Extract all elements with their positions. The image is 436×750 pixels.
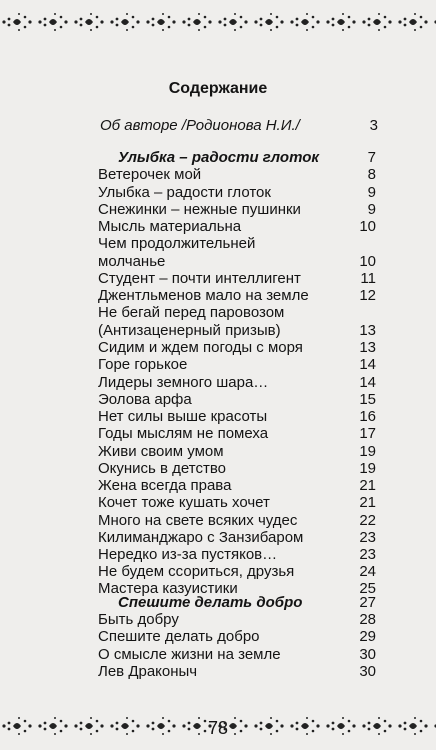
toc-entry-row [98,270,376,288]
toc-entry-title: Годы мыслям не помеха [98,425,269,442]
toc-entry-page: 9 [367,201,376,218]
toc-entry-title: Кочет тоже кушать хочет [98,494,270,511]
toc-entry-title: Об авторе /Родионова Н.И./ [100,117,300,134]
toc-entry-title: Ветерочек мой [98,166,202,183]
toc-entry-page: 23 [359,529,376,546]
toc-entry-title: Снежинки – нежные пушинки [98,201,301,218]
toc-entry-page: 13 [359,339,376,356]
toc-entry-title: Улыбка – радости глоток [98,184,271,201]
toc-entry-row [98,235,376,253]
toc-entry-title: Сидим и ждем погоды с моря [98,339,303,356]
toc-entry-title: Нет силы выше красоты [98,408,268,425]
toc-entry-page: 19 [359,460,376,477]
toc-entry-row [98,374,376,392]
toc-entry-title: Лидеры земного шара… [98,374,269,391]
toc-entry-page: 19 [359,443,376,460]
top-ornament-border [0,8,436,34]
toc-entry-page: 10 [359,218,376,235]
toc-entry-title: Джентльменов мало на земле [98,287,309,304]
toc-entry-row [98,408,376,426]
toc-entry-page: 30 [359,663,376,680]
toc-entry-title: Нередко из-за пустяков… [98,546,278,563]
toc-entry-page: 9 [367,184,376,201]
toc-heading: Содержание [168,80,268,97]
toc-entry-row [98,628,376,646]
toc-entry-page: 7 [367,149,376,166]
toc-section-row [118,594,376,612]
toc-entry-title: молчанье [98,253,166,270]
toc-entry-row [98,201,376,219]
toc-entry-page: 13 [359,322,376,339]
toc-entry-page: 11 [360,270,376,287]
toc-entry-row [98,425,376,443]
toc-entry-page: 22 [359,512,376,529]
toc-entry-title: Много на свете всяких чудес [98,512,298,529]
toc-entry-page: 14 [359,356,376,373]
toc-entry-row [98,512,376,530]
toc-entry-title: Окунись в детство [98,460,226,477]
toc-entry-row [98,287,376,305]
toc-entry-page: 16 [359,408,376,425]
toc-entry-row [98,646,376,664]
toc-entry-row [98,546,376,564]
toc-entry-page: 24 [359,563,376,580]
toc-entry-title: Быть добру [98,611,179,628]
toc-section-row [118,149,376,167]
toc-entry-title: Мастера казуистики [98,580,238,597]
toc-entry-row [98,304,376,322]
toc-entry-title: Живи своим умом [98,443,224,460]
toc-entry-title: Мысль материальна [98,218,242,235]
toc-entry-title: Спешите делать добро [98,628,260,645]
toc-entry-row [98,529,376,547]
toc-entry-row [98,443,376,461]
toc-entry-row [98,391,376,409]
toc-entry-row [98,184,376,202]
toc-entry-page: 14 [359,374,376,391]
toc-entry-page: 15 [359,391,376,408]
toc-entry-row [98,494,376,512]
toc-entry-title: О смысле жизни на земле [98,646,281,663]
toc-entry-page: 17 [359,425,376,442]
toc-entry-row [98,663,376,681]
toc-entry-row [100,117,378,135]
toc-entry-row [98,460,376,478]
toc-entry-page: 25 [359,580,376,597]
toc-entry-title: Эолова арфа [98,391,192,408]
toc-entry-title: Килиманджаро с Занзибаром [98,529,304,546]
toc-entry-page: 28 [359,611,376,628]
toc-entry-title: Лев Драконыч [98,663,198,680]
toc-entry-row [98,166,376,184]
toc-entry-row [98,611,376,629]
toc-entry-page: 29 [359,628,376,645]
toc-entry-row [98,477,376,495]
toc-entry-title: Не будем ссориться, друзья [98,563,295,580]
toc-entry-row [98,218,376,236]
toc-entry-row [98,322,376,340]
toc-entry-page: 21 [359,477,376,494]
toc-entry-page: 30 [359,646,376,663]
toc-entry-page: 21 [359,494,376,511]
toc-entry-row [98,563,376,581]
toc-entry-title: Чем продолжительней [98,235,256,252]
toc-entry-title: Жена всегда права [98,477,232,494]
toc-entry-title: Студент – почти интеллигент [98,270,301,287]
toc-entry-page: 3 [369,117,378,134]
toc-entry-page: 10 [359,253,376,270]
toc-entry-row [98,356,376,374]
toc-entry-title: Не бегай перед паровозом [98,304,285,321]
toc-entry-title: Горе горькое [98,356,188,373]
toc-entry-row [98,339,376,357]
toc-entry-page: 27 [359,594,376,611]
toc-entry-title: Спешите делать добро [118,594,303,611]
toc-entry-title: Улыбка – радости глоток [118,149,319,166]
toc-entry-title: (Антизаценерный призыв) [98,322,281,339]
toc-entry-page: 8 [367,166,376,183]
toc-entry-row [98,253,376,271]
toc-entry-page: 23 [359,546,376,563]
toc-entry-page: 12 [359,287,376,304]
bottom-ornament-border [0,712,436,738]
